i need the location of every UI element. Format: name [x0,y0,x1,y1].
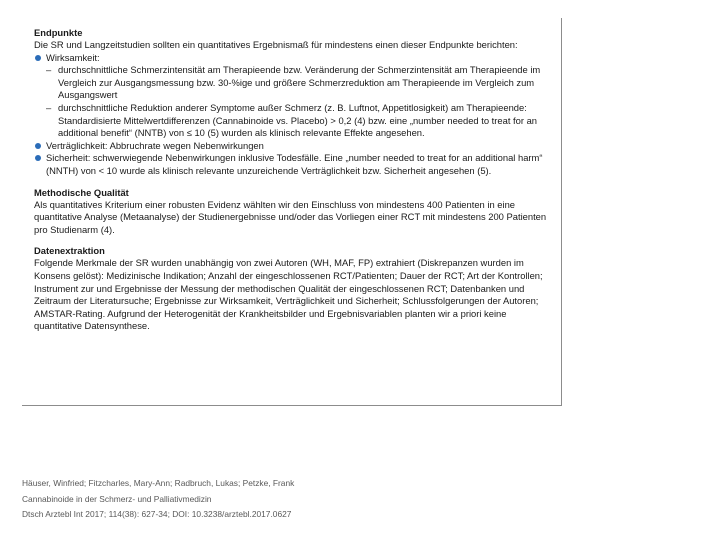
efficacy-item-text: durchschnittliche Reduktion anderer Symptome außer Schmerz (z. B. Luftnot, Appetitlosigkeit) am Therapieende: Standardisierte Mittelwertdifferenzen (Cannabinoide vs. Placebo) > 0,2 (4) bzw. eine „number needed to treat for an additional benefit“ (NNTB) von ≤ 10 (5) wurden als klinisch relevante Effekte angesehen. [58,101,538,139]
efficacy-label: Wirksamkeit: [46,51,100,63]
dash-icon: – [46,101,52,113]
bullet-dot-icon [35,55,41,61]
document-excerpt [22,18,562,406]
efficacy-item-text: durchschnittliche Schmerzintensität am Therapieende bzw. Veränderung der Schmerzintensität am Therapieende im Vergleich zur Ausgangsmessung bzw. 30-%ige und größere Schmerzreduktion am Therapieende im Vergleich zum Ausgangswert [58,64,541,101]
endpoints-intro: Die SR und Langzeitstudien sollten ein quantitatives Ergebnismaß für mindestens einen dieser Endpunkte berichten: [34,39,518,50]
tolerability-text: Verträglichkeit: Abbruchrate wegen Nebenwirkungen [46,139,264,151]
safety-text: Sicherheit: schwerwiegende Nebenwirkungen inklusive Todesfälle. Eine „number needed to treat for an additional harm“ (NNTH) von < 10 wurde als klinisch relevante unzureichende Verträglichkeit bzw. Sicherheit angesehen (5). [46,152,543,176]
caption-citation: Dtsch Arztebl Int 2017; 114(38): 627-34; DOI: 10.3238/arztebl.2017.0627 [22,509,292,519]
bullet-tolerability [34,140,553,153]
bullet-dot-icon [35,155,41,161]
methods-text: Als quantitatives Kriterium einer robusten Evidenz wählten wir den Einschluss von mindestens 400 Patienten in eine quantitative Analyse (Metaanalyse) der Studienergebnisse und/oder das Vorliegen einer RCT mit mindestens 200 Patienten pro Studienarm (4). [34,198,547,235]
efficacy-item-2 [34,102,553,140]
dash-icon: – [46,64,52,76]
bullet-dot-icon [35,143,41,149]
section-title-methods: Methodische Qualität [34,186,129,198]
section-title-extraction: Datenextraktion [34,245,105,257]
efficacy-item-1 [34,64,553,102]
bullet-safety [34,152,553,177]
section-title-endpoints: Endpunkte [34,27,83,38]
caption-authors: Häuser, Winfried; Fitzcharles, Mary-Ann; Radbruch, Lukas; Petzke, Frank [22,478,295,488]
caption-title: Cannabinoide in der Schmerz- und Palliativmedizin [22,493,212,504]
citation-caption [22,476,294,523]
bullet-efficacy [34,52,553,65]
extraction-text: Folgende Merkmale der SR wurden unabhängig von zwei Autoren (WH, MAF, FP) extrahiert (Diskrepanzen wurden im Konsens gelöst): Medizinische Indikation; Anzahl der eingeschlossenen RCT/Patienten; Dauer der RCT; Art der Kontrollen; Instrument zur und Ergebnisse der Messung der methodischen Qualität der eingeschlossenen RCT; Datenbanken und Zeitraum der Literatursuche; Ergebnisse zur Wirksamkeit, Verträglichkeit und Sicherheit; Schlussfolgerungen der Autoren; AMSTAR-Rating. Aufgrund der Heterogenität der Krankheitsbilder und Ergebnisvariablen planten wir a priori keine quantitative Datensynthese. [34,257,543,332]
